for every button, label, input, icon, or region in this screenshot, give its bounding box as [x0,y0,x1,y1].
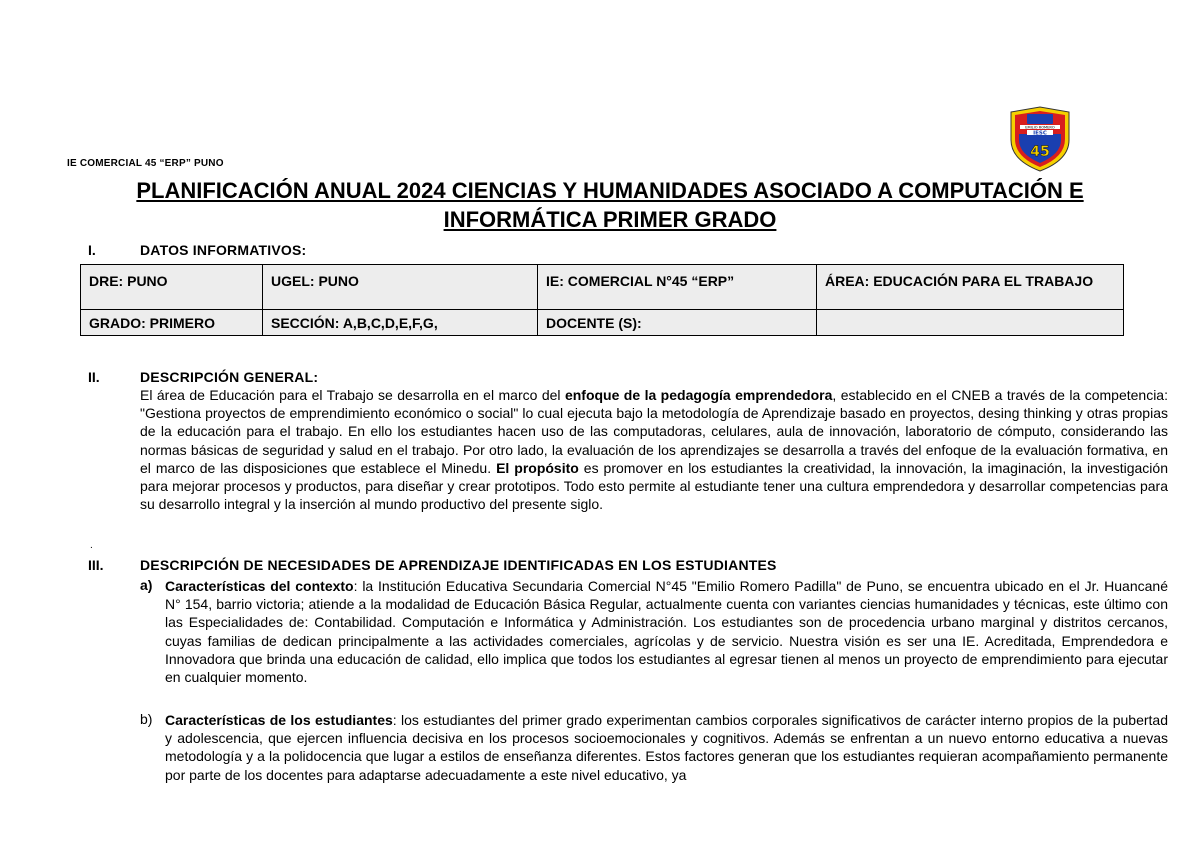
item-b-paragraph [165,711,1168,784]
info-table-row [81,310,1124,336]
item-b-label: Características de los estudiantes [165,712,393,728]
school-shield-logo-icon [1005,106,1075,172]
cell-empty [817,310,1124,336]
general-description-text-c: es promover en los estudiantes la creatividad, la innovación, la imaginación, la investigación para mejorar procesos y productos, para diseñar y crear prototipos. Todo esto permite al estudiante tener una cultura emprendedora y desarrollar competencias para su desarrollo integral y la inserción al mundo productivo del presente siglo. [140,459,1168,513]
general-description-bold-2: El propósito [496,459,579,476]
logo-number: 45 [1030,144,1050,160]
cell-dre: DRE: PUNO [81,265,263,310]
section-1-number: I. [88,242,96,258]
logo-text-top: EMILIO ROMERO [1025,125,1055,130]
info-table [80,264,1124,336]
item-a-paragraph [165,577,1168,686]
item-b-text: : los estudiantes del primer grado experimentan cambios corporales significativos de carácter interno propios de la pubertad y adolescencia, que ejercen influencia decisiva en los procesos socioemocionales y cognitivos. Además se enfrentan a un nuevo entorno educativa a nuevas metodología y a la polidocencia que lugar a estilos de enseñanza diferentes. Estos factores generan que los estudiantes requieran acompañamiento permanente por parte de los docentes para adaptarse adecuadamente a este nivel educativo, ya [165,712,1168,783]
cell-docente: DOCENTE (S): [538,310,817,336]
general-description-text-a: El área de Educación para el Trabajo se desarrolla en el marco del [140,387,565,403]
general-description-paragraph [140,386,1168,513]
document-title [40,176,1180,234]
section-2-number: II. [88,369,100,385]
section-2-title: DESCRIPCIÓN GENERAL: [140,369,319,385]
info-table-row [81,265,1124,310]
cell-ie: IE: COMERCIAL N°45 “ERP” [538,265,817,310]
general-description-bold-1: enfoque de la pedagogía emprendedora [564,387,833,403]
section-3-number: III. [88,557,104,573]
item-b-letter: b) [140,711,153,727]
item-a-text: : la Institución Educativa Secundaria Comercial N°45 "Emilio Romero Padilla" de Puno, se encuentra ubicado en el Jr. Huancané N° 154, barrio victoria; atiende a la modalidad de Educación Básica Regular, actualmente cuenta con variantes ciencias humanidades y técnicas, este último con las Especialidades de: Contabilidad. Computación e Informática y Administración. Los estudiantes son de procedencia urbano marginal y distritos cercanos, cuyas familias de dedican principalmente a las actividades comerciales, agrícolas y de servicio. Nuestra visión es ser una IE. Acreditada, Emprendedora e Innovadora que brinda una educación de calidad, ello implica que todos los estudiantes al egresar tienen al menos un proyecto de emprendimiento para ejecutar en cualquier momento. [165,578,1168,686]
title-line-2: INFORMÁTICA PRIMER GRADO [443,207,777,232]
separator-dot: . [90,540,93,551]
school-logo [1005,106,1075,172]
title-line-1: PLANIFICACIÓN ANUAL 2024 CIENCIAS Y HUMANIDADES ASOCIADO A COMPUTACIÓN E [136,178,1084,203]
general-description-text-b: , establecido en el CNEB a través de la competencia: "Gestiona proyectos de emprendimiento económico o social" lo cual ejecuta bajo la metodología de Aprendizaje basado en proyectos, desing thinking y otras propias de la educación para el trabajo. En ello los estudiantes hacen uso de las computadoras, celulares, aula de innovación, laboratorio de cómputo, considerando las normas básicas de seguridad y salud en el trabajo. Por otro lado, la evaluación de los aprendizajes se desarrolla a través del enfoque de la evaluación formativa, en el marco de las disposiciones que establece el Minedu. [140,387,1168,476]
logo-text-mid: IESC [1033,130,1047,137]
section-1-title: DATOS INFORMATIVOS: [140,242,307,258]
item-a-letter: a) [140,577,153,593]
cell-seccion: SECCIÓN: A,B,C,D,E,F,G, [263,310,538,336]
school-name: IE COMERCIAL 45 “ERP” PUNO [67,158,224,169]
cell-ugel: UGEL: PUNO [263,265,538,310]
cell-area: ÁREA: EDUCACIÓN PARA EL TRABAJO [817,265,1124,310]
section-3-title: DESCRIPCIÓN DE NECESIDADES DE APRENDIZAJE IDENTIFICADAS EN LOS ESTUDIANTES [140,557,777,573]
cell-grado: GRADO: PRIMERO [81,310,263,336]
item-a-label: Características del contexto [165,578,354,594]
